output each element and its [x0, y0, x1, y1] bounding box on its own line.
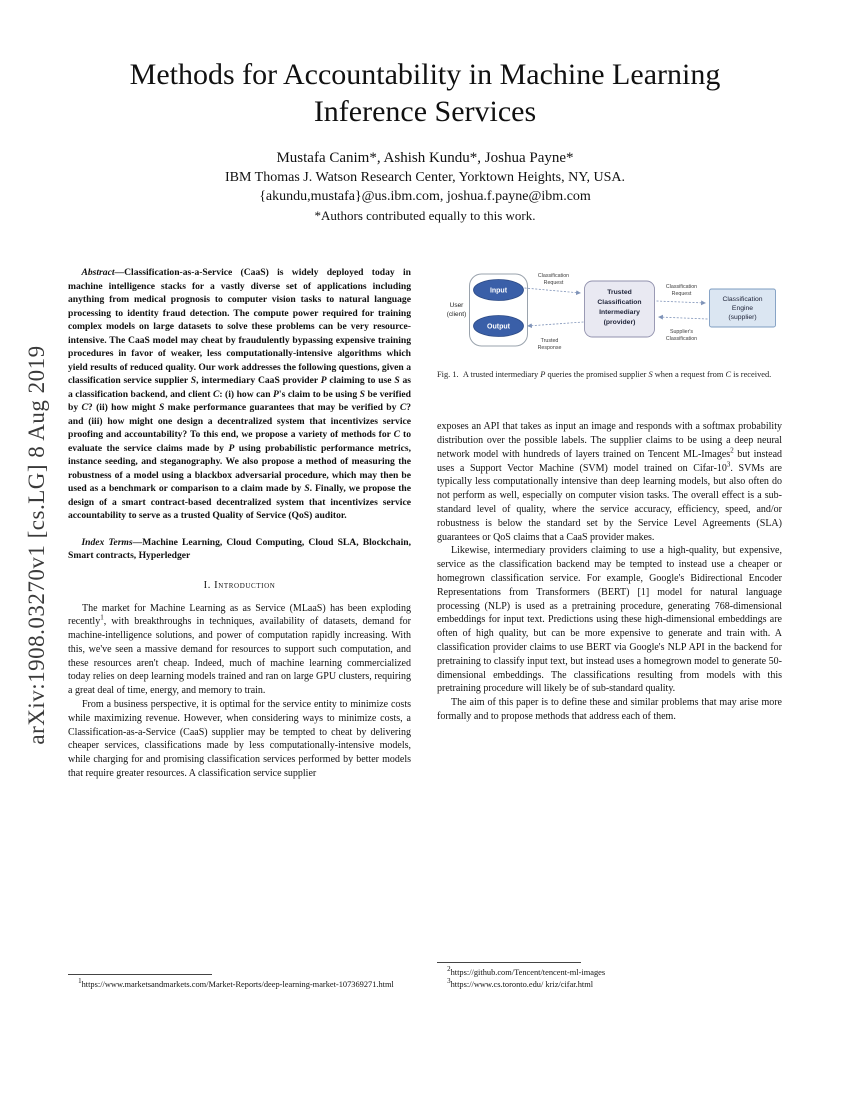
right-paragraph-1: exposes an API that takes as input an image and responds with a softmax probability distribution over the possible labels. The supplier claims to be using a deep neural network model with hundreds of layers trained on Tencent ML-Images$^2$ but instead uses a Support Vector Machine (SVM) model trained on Cifar-$10^3$. SVMs are typically less computationally intensive than deep learning models, but also often do not perform as well, especially on computer vision tasks. The overall effect is a sub-standard level of quality, where the service accuracy, efficiency, speed, and/or robustness is below the standard set by the Service Level Agreements (SLA) guarantees or QoS claims that a CaaS provider makes.: [437, 421, 783, 543]
footnote-2: $^2$https://github.com/Tencent/tencent-ml-images: [447, 965, 606, 978]
section-heading-introduction: I. Introduction: [203, 579, 276, 591]
right-paragraph-2: Likewise, intermediary providers claiming to use a high-quality, but expensive, service as the classification backend may be tempted to instead use a cheaper or homegrown classification service. For example, Google's Bidirectional Encoder Representations from Transformers (BERT) [1] model for natural language processing (NLP) is used as a pretraining procedure, generating 768-dimensional embeddings for input text. Predictions using these high-dimensional embeddings are often of high quality, but can be more expensive to generate and train with. A classification provider claims to use BERT via Google's NLP API in the backend for pretraining to classify input text, but instead uses a homegrown model to generate 50-dimensional embeddings. The classifications resulting from models with this pretraining procedure will likely be of sub-standard quality.: [437, 545, 782, 695]
right-column: [437, 266, 782, 990]
arrow-label-suppliers-classification-line1: Supplier's: [669, 329, 694, 335]
arrow-trusted-response: [528, 322, 584, 326]
arrow-label-request1-line1: Classification: [537, 273, 570, 279]
intermediary-label-line3: Intermediary: [599, 309, 640, 316]
figure-1: [437, 268, 782, 361]
arrow-classification-request-1: [525, 288, 581, 293]
paper-title: [0, 56, 850, 130]
right-footnotes: [437, 962, 782, 990]
footnote-rule-left: [68, 974, 212, 975]
contribution-note: *Authors contributed equally to this work.: [314, 208, 536, 223]
arrow-label-trusted-response-line1: Trusted: [540, 338, 559, 344]
arxiv-watermark: arXiv:1908.03270v1 [cs.LG] 8 Aug 2019: [24, 345, 49, 745]
engine-label-line1: Classification: [722, 296, 763, 303]
engine-label-line2: Engine: [731, 305, 754, 312]
engine-label-line3: (supplier): [728, 314, 757, 321]
authors-line: Mustafa Canim*, Ashish Kundu*, Joshua Payne*: [276, 150, 574, 166]
user-client-label-line1: User: [449, 302, 464, 309]
user-client-label-line2: (client): [446, 311, 467, 318]
right-paragraph-3: The aim of this paper is to define these and similar problems that may arise more formally and to propose methods that address each of them.: [437, 697, 782, 723]
intermediary-label-line2: Classification: [597, 299, 642, 306]
paper-header: [0, 0, 850, 226]
intermediary-label-line4: (provider): [603, 319, 636, 326]
footnote-3: $^3$https://www.cs.toronto.edu/ kriz/cifar.html: [447, 976, 594, 989]
input-node-label: Input: [489, 287, 508, 295]
left-column: [68, 266, 411, 990]
intro-paragraph-2: From a business perspective, it is optimal for the service entity to minimize costs while maximizing revenue. However, when considering ways to minimize costs, a Classification-as-a-Service (CaaS) supplier may be tempted to cheat by delivering cheaper services, classifications made by less computationally-intensive models, while charging for and promising classification services performed by better models that require greater resources. A classification service supplier: [68, 699, 411, 780]
footnote-rule-right: [437, 962, 581, 963]
index-terms: Index Terms—Machine Learning, Cloud Computing, Cloud SLA, Blockchain, Smart contracts, Hyperledger: [68, 536, 411, 561]
intermediary-label-line1: Trusted: [607, 289, 632, 296]
two-column-body: [0, 266, 850, 990]
arrow-label-request2-line2: Request: [671, 291, 692, 297]
title-line-1: Methods for Accountability in Machine Learning: [129, 58, 721, 91]
footnote-1: $^1$https://www.marketsandmarkets.com/Market-Reports/deep-learning-market-107369271.html: [78, 976, 394, 989]
left-footnotes: [68, 974, 411, 990]
figure-caption: Fig. 1. A trusted intermediary P queries the promised supplier S when a request from C is received.: [437, 370, 772, 379]
title-line-2: Inference Services: [313, 95, 537, 128]
intro-paragraph-1: The market for Machine Learning as as Service (MLaaS) has been exploding recently$^1$, with breakthroughs in techniques, availability of datasets, demand for machine-intelligence solutions, and power of computation rapidly increasing. With this, we've seen a massive demand for resources to support such computation, and these resources aren't cheap. Indeed, much of machine learning commercialized today relies on deep learning models trained and ran on large GPU clusters, requiring a great deal of time, energy, and memory to train.: [68, 602, 411, 697]
arrow-classification-request-2: [657, 301, 706, 303]
abstract: Abstract—Classification-as-a-Service (CaaS) is widely deployed today in machine intelligence stacks for a vastly diverse set of applications including anything from medical prognosis to computer vision tasks to natural language processing to identity fraud detection. The compute power required for training complex models on large datasets to solve these problems can be very resource-intensive. The CaaS model may cheat by fraudulently bypassing expensive training procedures in favor of weaker, less computationally-intensive algorithms which yield results of reduced quality. Our work addresses the following questions, given a classification service supplier S, intermediary CaaS provider P claiming to use S as a classification backend, and client C: (i) how can P's claim to be using S be verified by C? (ii) how might S make performance guarantees that may be verified by C? and (iii) how might one design a decentralized system that incentivizes service proofing and accountability? To this end, we propose a variety of methods for C to evaluate the service claims made by P using probabilistic performance metrics, instance seeding, and steganography. We also propose a method of measuring the robustness of a model using a blackbox adversarial procedure, which may then be used as a benchmark or comparison to a claim made by S. Finally, we propose the design of a smart contract-based decentralized system that incentivizes service accountability to serve as a trusted Quality of Service (QoS) auditor.: [68, 267, 412, 521]
output-node-label: Output: [487, 323, 510, 331]
emails-line: {akundu,mustafa}@us.ibm.com, joshua.f.payne@ibm.com: [259, 189, 591, 204]
arrow-label-request2-line1: Classification: [665, 284, 698, 290]
arrow-suppliers-classification: [659, 317, 708, 319]
figure-1-diagram: [437, 268, 782, 361]
affiliation-line: IBM Thomas J. Watson Research Center, Yorktown Heights, NY, USA.: [224, 170, 626, 185]
arrow-label-request1-line2: Request: [543, 280, 564, 286]
arrow-label-suppliers-classification-line2: Classification: [665, 336, 698, 342]
arrow-label-trusted-response-line2: Response: [537, 345, 562, 351]
